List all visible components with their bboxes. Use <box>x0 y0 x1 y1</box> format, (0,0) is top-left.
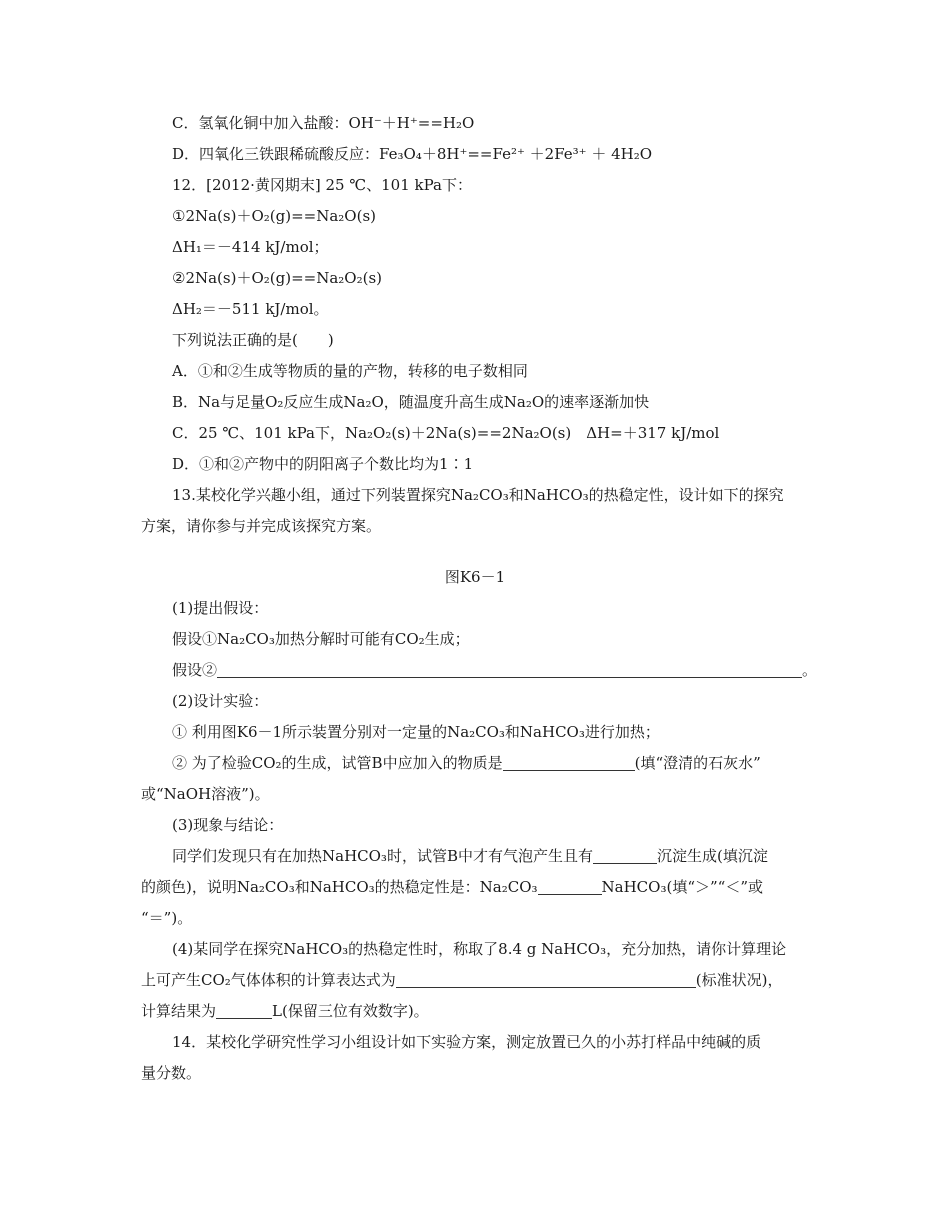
step-2-text: ② 为了检验CO₂的生成，试管B中应加入的物质是 <box>172 754 503 772</box>
precipitate-color-blank[interactable] <box>593 849 657 864</box>
q13-part3-line3: “＝”)。 <box>141 909 193 927</box>
part3-text-d: NaHCO₃(填“＞”“＜”或 <box>601 878 763 896</box>
part3-text-c: 的颜色)，说明Na₂CO₃和NaHCO₃的热稳定性是：Na₂CO₃ <box>141 878 538 896</box>
q13-hypothesis-1: 假设①Na₂CO₃加热分解时可能有CO₂生成； <box>172 630 470 648</box>
q13-stem-line1: 13.某校化学兴趣小组，通过下列装置探究Na₂CO₃和NaHCO₃的热稳定性，设计如下的探究 <box>172 486 784 504</box>
q12-option-c: C．25 ℃、101 kPa下，Na₂O₂(s)＋2Na(s)==2Na₂O(s) ΔH=＋317 kJ/mol <box>172 424 720 442</box>
result-blank[interactable] <box>216 1004 272 1019</box>
q13-step-1: ① 利用图K6－1所示装置分别对一定量的Na₂CO₃和NaHCO₃进行加热； <box>172 723 660 741</box>
q12-option-d: D．①和②产物中的阴阳离子个数比均为1∶1 <box>172 455 474 473</box>
q12-question: 下列说法正确的是( ) <box>172 331 334 349</box>
q13-part1-title: (1)提出假设： <box>172 599 269 617</box>
q13-part3-title: (3)现象与结论： <box>172 816 284 834</box>
q13-part3-line2 <box>141 877 763 897</box>
q14-line2: 量分数。 <box>141 1064 202 1082</box>
q13-step-2-cont: 或“NaOH溶液”)。 <box>141 785 270 803</box>
hypothesis-2-label: 假设② <box>172 661 218 679</box>
part3-text-b: 沉淀生成(填沉淀 <box>656 847 768 865</box>
stability-compare-blank[interactable] <box>538 880 602 895</box>
q13-part4-line3 <box>141 1001 429 1021</box>
q13-part2-title: (2)设计实验： <box>172 692 269 710</box>
q13-step-2 <box>172 753 761 773</box>
part4-text-b: (标准状况)， <box>695 971 783 989</box>
q13-part3-line1 <box>172 846 768 866</box>
q13-hypothesis-2 <box>172 660 817 680</box>
part3-text-a: 同学们发现只有在加热NaHCO₃时，试管B中才有气泡产生且有 <box>172 847 593 865</box>
part4-text-c: 计算结果为 <box>141 1002 217 1020</box>
q11-option-c: C．氢氧化铜中加入盐酸：OH⁻＋H⁺==H₂O <box>172 114 475 132</box>
expression-blank[interactable] <box>396 973 696 988</box>
q11-option-d: D．四氧化三铁跟稀硫酸反应：Fe₃O₄＋8H⁺==Fe²⁺ ＋2Fe³⁺ ＋ 4H₂O <box>172 145 653 163</box>
q13-part4-line1: (4)某同学在探究NaHCO₃的热稳定性时，称取了8.4 g NaHCO₃，充分加热，请你计算理论 <box>172 940 787 958</box>
hypothesis-2-end: 。 <box>802 661 818 679</box>
q12-enthalpy-1: ΔH₁＝－414 kJ/mol； <box>172 238 329 256</box>
q12-enthalpy-2: ΔH₂＝－511 kJ/mol。 <box>172 300 329 318</box>
q14-line1: 14．某校化学研究性学习小组设计如下实验方案，测定放置已久的小苏打样品中纯碱的质 <box>172 1033 762 1051</box>
figure-caption: 图K6－1 <box>444 568 506 586</box>
hypothesis-2-blank[interactable] <box>217 663 802 678</box>
q12-equation-1: ①2Na(s)＋O₂(g)==Na₂O(s) <box>172 207 376 225</box>
step-2-hint: (填“澄清的石灰水” <box>634 754 761 772</box>
step-2-blank[interactable] <box>503 756 635 771</box>
part4-text-d: L(保留三位有效数字)。 <box>272 1002 429 1020</box>
q13-stem-line2: 方案，请你参与并完成该探究方案。 <box>141 517 382 535</box>
q13-part4-line2 <box>141 970 783 990</box>
q12-stem: 12．[2012·黄冈期末] 25 ℃、101 kPa下： <box>172 176 472 194</box>
q12-equation-2: ②2Na(s)＋O₂(g)==Na₂O₂(s) <box>172 269 383 287</box>
q12-option-b: B．Na与足量O₂反应生成Na₂O，随温度升高生成Na₂O的速率逐渐加快 <box>172 393 650 411</box>
q12-option-a: A．①和②生成等物质的量的产物，转移的电子数相同 <box>172 362 528 380</box>
part4-text-a: 上可产生CO₂气体体积的计算表达式为 <box>141 971 396 989</box>
